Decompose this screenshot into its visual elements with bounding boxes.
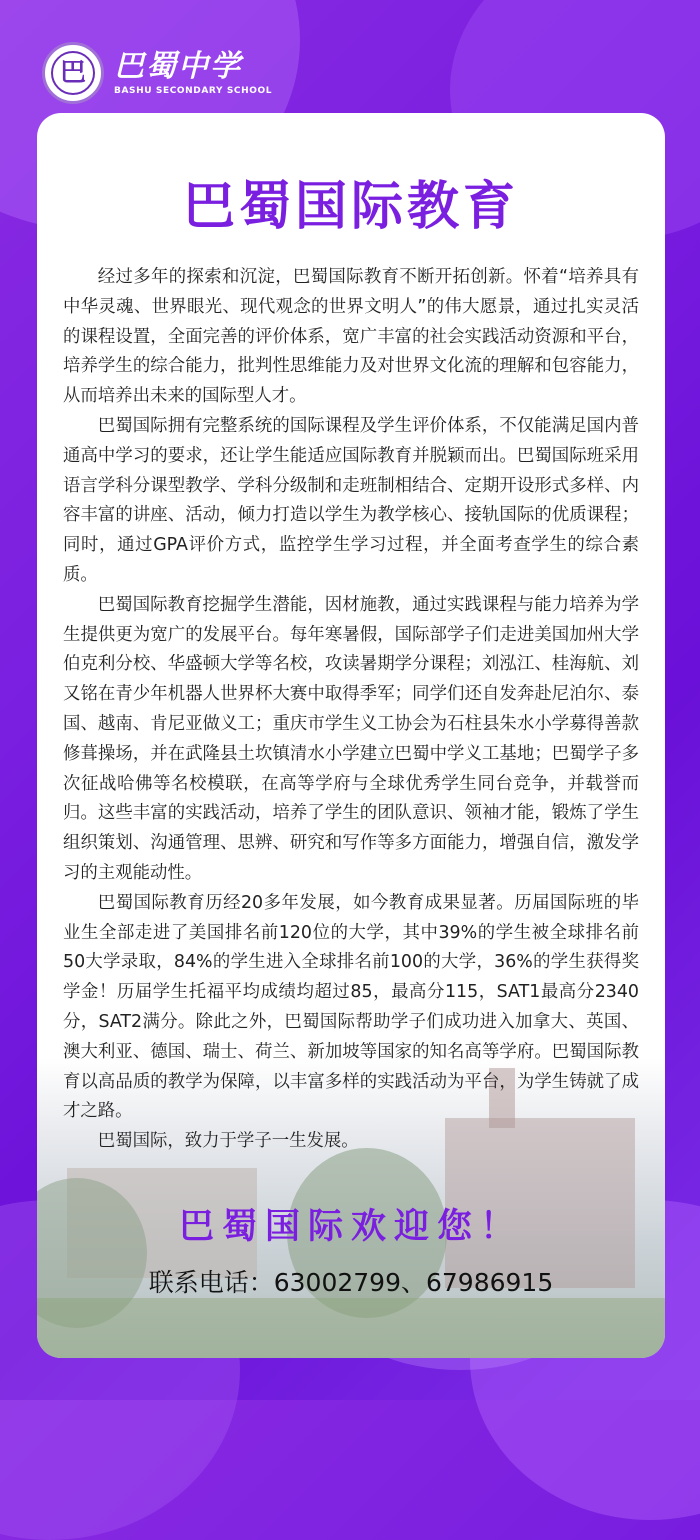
intro-text (63, 263, 639, 1157)
seal-mark: 巴 (59, 58, 86, 88)
paragraph: 巴蜀国际，致力于学子一生发展。 (97, 1131, 359, 1152)
school-header (42, 38, 272, 108)
paragraph: 巴蜀国际教育挖掘学生潜能，因材施教，通过实践课程与能力培养为学生提供更为宽广的发展平台。每年寒暑假，国际部学子们走进美国加州大学伯克利分校、华盛顿大学等名校，攻读暑期学分课程；刘泓江、桂海航、刘又铭在青少年机器人世界杯大赛中取得季军；同学们还自发奔赴尼泊尔、泰国、越南、肯尼亚做义工；重庆市学生义工协会为石柱县朱水小学募得善款修葺操场，并在武隆县土坎镇清水小学建立巴蜀中学义工基地；巴蜀学子多次征战哈佛等名校模联，在高等学府与全球优秀学生同台竞争，并载誉而归。这些丰富的实践活动，培养了学生的团队意识、领袖才能，锻炼了学生组织策划、沟通管理、思辨、研究和写作等多方面能力，增强自信，激发学习的主观能动性。 (63, 594, 639, 883)
school-name-cn: 巴蜀中学 (114, 49, 242, 84)
contact-phone: 联系电话：63002799、67986915 (148, 1268, 554, 1297)
page-title: 巴蜀国际教育 (182, 177, 519, 237)
paragraph: 巴蜀国际教育历经20多年发展，如今教育成果显著。历届国际班的毕业生全部走进了美国排名前120位的大学，其中39%的学生被全球排名前50大学录取，84%的学生进入全球排名前100的大学，36%的学生获得奖学金！历届学生托福平均成绩均超过85，最高分115，SAT1最高分2340分，SAT2满分。除此之外，巴蜀国际帮助学子们成功进入加拿大、英国、澳大利亚、德国、瑞士、荷兰、新加坡等国家的知名高等学府。巴蜀国际教育以高品质的教学为保障，以丰富多样的实践活动为平台，为学生铸就了成才之路。 (63, 892, 639, 1122)
paragraph: 经过多年的探索和沉淀，巴蜀国际教育不断开拓创新。怀着“培养具有中华灵魂、世界眼光、现代观念的世界文明人”的伟大愿景，通过扎实灵活的课程设置，全面完善的评价体系，宽广丰富的社会实践活动资源和平台，培养学生的综合能力，批判性思维能力及对世界文化流的理解和包容能力，从而培养出未来的国际型人才。 (63, 267, 639, 407)
school-seal-icon (42, 42, 104, 104)
content-card (37, 113, 665, 1358)
school-brand (114, 50, 272, 96)
school-name-en: BASHU SECONDARY SCHOOL (114, 86, 273, 96)
welcome-slogan: 巴蜀国际欢迎您！ (178, 1207, 523, 1247)
paragraph: 巴蜀国际拥有完整系统的国际课程及学生评价体系，不仅能满足国内普通高中学习的要求，还让学生能适应国际教育并脱颖而出。巴蜀国际班采用语言学科分课型教学、学科分级制和走班制相结合、定期开设形式多样、内容丰富的讲座、活动，倾力打造以学生为教学核心、接轨国际的优质课程；同时，通过GPA评价方式，监控学生学习过程，并全面考查学生的综合素质。 (63, 415, 639, 585)
